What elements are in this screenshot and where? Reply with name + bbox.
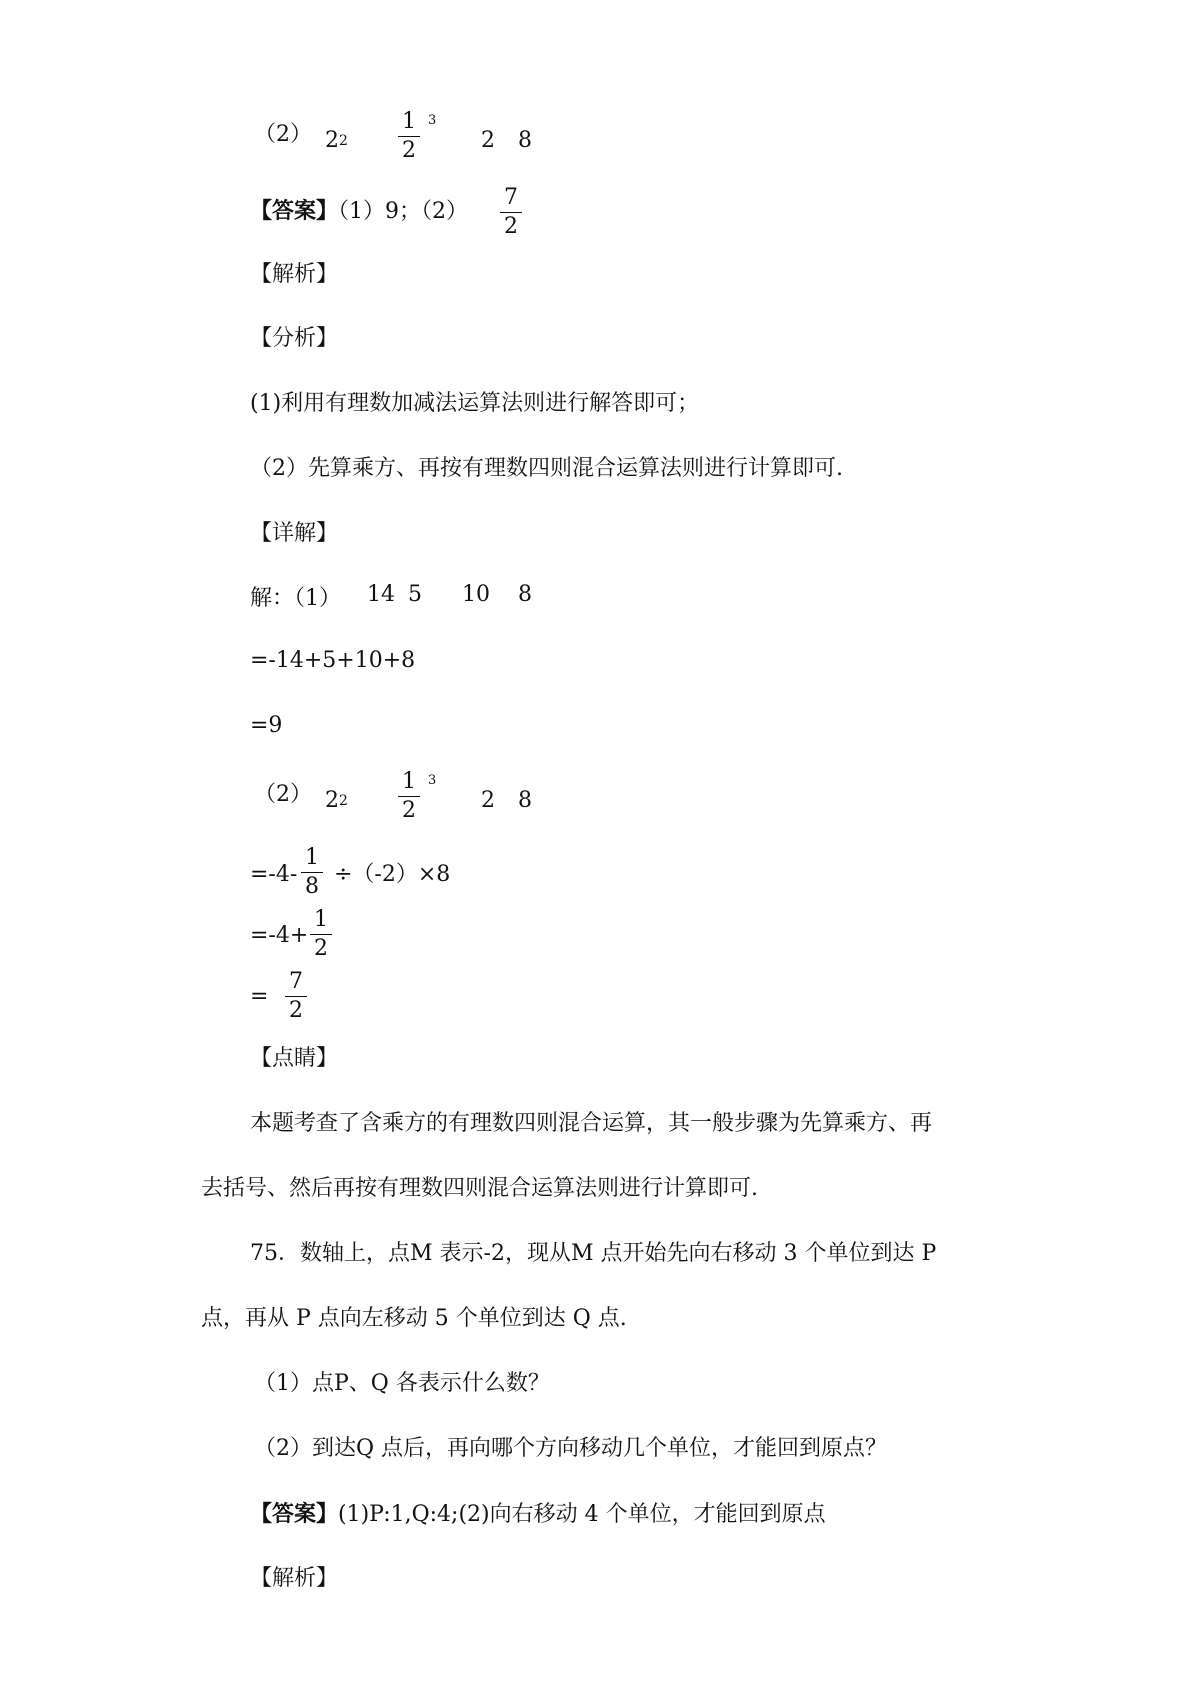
number: 5 — [408, 582, 422, 607]
answer-text: （1）9；（2） — [338, 199, 469, 224]
summary-text: 去括号、然后再按有理数四则混合运算法则进行计算即可. — [201, 1176, 758, 1201]
answer-line — [250, 198, 468, 225]
number: 2 — [481, 128, 495, 153]
question-item: （1）点P、Q 各表示什么数？ — [254, 1371, 550, 1396]
fraction: 1 2 — [398, 110, 420, 163]
problem-label: （2） — [254, 122, 312, 147]
problem-text: 点，再从 P 点向左移动 5 个单位到达 Q 点. — [201, 1306, 627, 1331]
exponent: 3 — [428, 773, 437, 788]
power-base: 22 — [325, 788, 348, 813]
solution-step: =9 — [250, 713, 283, 738]
solution-step-prefix: = — [250, 984, 269, 1009]
section-heading: 【分析】 — [250, 326, 339, 351]
fraction: 1 2 — [398, 770, 420, 823]
solution-step-suffix: ÷（-2）×8 — [334, 862, 451, 887]
summary-text: 本题考查了含乘方的有理数四则混合运算，其一般步骤为先算乘方、再 — [250, 1111, 933, 1136]
solution-step-prefix: =-4+ — [250, 923, 309, 948]
answer-heading: 【答案】 — [250, 198, 339, 224]
solution-label: 解：（1） — [250, 586, 341, 611]
section-heading: 【详解】 — [250, 521, 339, 546]
analysis-text: （2）先算乘方、再按有理数四则混合运算法则进行计算即可. — [250, 456, 843, 481]
question-item: （2）到达Q 点后，再向哪个方向移动几个单位，才能回到原点？ — [254, 1436, 888, 1461]
answer-heading: 【答案】 — [250, 1501, 339, 1527]
solution-step-prefix: =-4- — [250, 862, 298, 887]
problem-text: 75．数轴上，点M 表示-2，现从M 点开始先向右移动 3 个单位到达 P — [250, 1241, 937, 1266]
number: 8 — [518, 128, 532, 153]
section-heading: 【点睛】 — [250, 1046, 339, 1071]
number: 10 — [462, 582, 490, 607]
fraction: 7 2 — [285, 970, 307, 1023]
analysis-text: (1)利用有理数加减法运算法则进行解答即可； — [250, 391, 700, 416]
number: 14 — [367, 582, 395, 607]
number: 2 — [481, 788, 495, 813]
fraction: 1 8 — [301, 846, 323, 899]
answer-line — [250, 1501, 826, 1528]
fraction: 1 2 — [310, 908, 332, 961]
power-base: 22 — [325, 128, 348, 153]
answer-text: (1)P:1,Q:4;(2)向右移动 4 个单位，才能回到原点 — [338, 1502, 826, 1527]
number: 8 — [518, 788, 532, 813]
problem-label: （2） — [254, 782, 312, 807]
solution-step: =-14+5+10+8 — [250, 648, 416, 673]
fraction: 7 2 — [500, 186, 522, 239]
number: 8 — [518, 582, 532, 607]
exponent: 3 — [428, 113, 437, 128]
section-heading: 【解析】 — [250, 262, 339, 287]
section-heading: 【解析】 — [250, 1566, 339, 1591]
